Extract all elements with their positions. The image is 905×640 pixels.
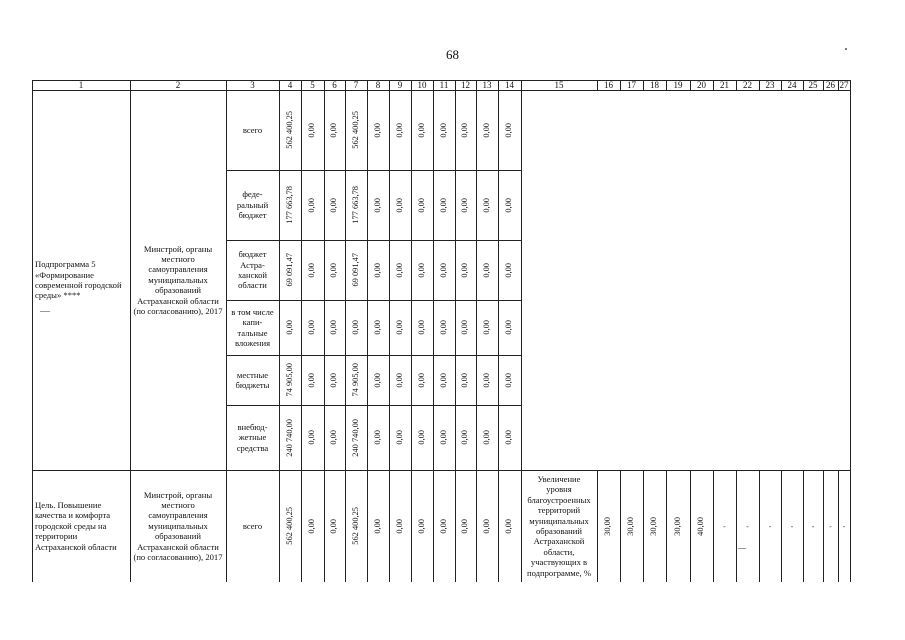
- indicator-name-text: Увеличение уровня благоустроенных территорий муниципальных образований Астраханской области, участвующих в подпрограмме, %: [527, 473, 591, 578]
- value-r0-c7: [345, 90, 367, 170]
- value-r3-c5-text: 0,00: [307, 320, 317, 335]
- value-r2-c11-text: 0,00: [438, 262, 448, 278]
- value-r3-c10-text: 0,00: [416, 320, 426, 335]
- value-r1-c11-text: 0,00: [438, 197, 448, 213]
- funding-source-5: [226, 405, 279, 470]
- value-r2-c9: [389, 240, 411, 300]
- goal-value-c5: [301, 470, 324, 582]
- value-r0-c9: [389, 90, 411, 170]
- value-r2-c13-text: 0,00: [481, 262, 491, 278]
- value-r3-c9: [389, 300, 411, 355]
- column-header-17-text: 17: [627, 79, 636, 90]
- indicator-dash-c23-text: -: [768, 521, 772, 531]
- column-header-9-text: 9: [397, 79, 403, 90]
- column-header-24-text: 24: [787, 79, 797, 90]
- column-header-25-text: 25: [808, 79, 818, 90]
- goal-text: [32, 470, 130, 582]
- indicator-dash-c22: [736, 470, 759, 582]
- column-header-2: [130, 80, 226, 90]
- indicator-dash-c25-text: -: [811, 521, 815, 531]
- value-r1-c5: [301, 170, 324, 240]
- value-r4-c9-text: 0,00: [394, 372, 404, 388]
- value-r5-c5-text: 0,00: [307, 430, 317, 445]
- value-r4-c7-text: 74 905,00: [350, 363, 360, 397]
- goal-value-c9: [389, 470, 411, 582]
- value-r2-c10-text: 0,00: [416, 262, 426, 278]
- b1-vline-14: [521, 90, 522, 470]
- funding-source-3: [226, 300, 279, 355]
- value-r5-c10-text: 0,00: [416, 430, 426, 445]
- goal-value-c4: [279, 470, 301, 582]
- funding-source-4-text: местные бюджеты: [235, 369, 270, 390]
- value-r1-c6-text: 0,00: [329, 197, 339, 213]
- value-r4-c4-text: 74 905,00: [284, 363, 294, 397]
- column-header-21-text: 21: [720, 79, 729, 90]
- value-r0-c8: [367, 90, 389, 170]
- column-header-23-text: 23: [765, 79, 775, 90]
- value-r2-c10: [411, 240, 433, 300]
- value-r5-c8-text: 0,00: [372, 430, 382, 445]
- column-header-6: [324, 80, 345, 90]
- goal-executor: [130, 470, 226, 582]
- column-header-7: [345, 80, 367, 90]
- value-r2-c4: [279, 240, 301, 300]
- value-r0-c9-text: 0,00: [394, 122, 404, 138]
- goal-value-c11: [433, 470, 455, 582]
- value-r4-c12-text: 0,00: [460, 372, 470, 388]
- value-r4-c6: [324, 355, 345, 405]
- value-r5-c9-text: 0,00: [394, 430, 404, 445]
- funding-source-5-text: внебюд-жетные средства: [236, 421, 269, 453]
- column-header-19-text: 19: [673, 79, 683, 90]
- value-r3-c7-text: 0,00: [350, 320, 360, 335]
- value-r1-c6: [324, 170, 345, 240]
- column-header-1-text: 1: [78, 79, 84, 90]
- value-r0-c11: [433, 90, 455, 170]
- column-header-21: [713, 80, 736, 90]
- column-header-20: [690, 80, 713, 90]
- indicator-dash-c22-text: -: [746, 521, 749, 531]
- column-header-13: [476, 80, 498, 90]
- indicator-dash-c27: [838, 470, 850, 582]
- funding-source-2: [226, 240, 279, 300]
- page-number: 68: [446, 47, 459, 62]
- value-r1-c5-text: 0,00: [307, 197, 317, 213]
- goal-value-c9-text: 0,00: [394, 518, 404, 534]
- value-r0-c6: [324, 90, 345, 170]
- scan-mark: [40, 311, 50, 312]
- column-header-1: [32, 80, 130, 90]
- value-r4-c14-text: 0,00: [504, 372, 514, 388]
- indicator-dash-c23: [759, 470, 781, 582]
- indicator-value-c17-text: 30,00: [626, 516, 636, 536]
- value-r2-c12: [455, 240, 476, 300]
- value-r2-c5: [301, 240, 324, 300]
- value-r0-c13: [476, 90, 498, 170]
- value-r5-c9: [389, 405, 411, 470]
- goal-value-c10: [411, 470, 433, 582]
- value-r2-c9-text: 0,00: [394, 262, 404, 278]
- indicator-name: [521, 470, 597, 582]
- value-r1-c4: [279, 170, 301, 240]
- column-header-10: [411, 80, 433, 90]
- goal-value-c7-text: 562 400,25: [350, 507, 360, 545]
- column-header-27: [838, 80, 850, 90]
- value-r5-c5: [301, 405, 324, 470]
- value-r3-c12-text: 0,00: [460, 320, 470, 335]
- value-r3-c12: [455, 300, 476, 355]
- goal-value-c10-text: 0,00: [416, 518, 426, 534]
- value-r2-c12-text: 0,00: [460, 262, 470, 278]
- goal-value-c12-text: 0,00: [460, 518, 470, 534]
- value-r5-c6-text: 0,00: [329, 430, 339, 445]
- column-header-10-text: 10: [417, 79, 427, 90]
- indicator-dash-c24: [781, 470, 803, 582]
- goal-value-c13: [476, 470, 498, 582]
- value-r5-c8: [367, 405, 389, 470]
- column-header-14: [498, 80, 521, 90]
- column-header-22-text: 22: [743, 79, 752, 90]
- value-r4-c11-text: 0,00: [438, 372, 448, 388]
- column-header-7-text: 7: [353, 79, 359, 90]
- column-header-11-text: 11: [439, 79, 449, 90]
- funding-source-1: [226, 170, 279, 240]
- indicator-value-c20-text: 40,00: [696, 516, 706, 536]
- funding-source-3-text: в том числе капи-тальные вложения: [231, 306, 274, 348]
- value-r2-c7: [345, 240, 367, 300]
- indicator-value-c20: [690, 470, 713, 582]
- value-r3-c9-text: 0,00: [394, 320, 404, 335]
- value-r0-c4-text: 562 400,25: [284, 111, 294, 149]
- indicator-value-c16-text: 30,00: [603, 516, 613, 536]
- value-r5-c13: [476, 405, 498, 470]
- scan-mark: [738, 548, 746, 549]
- value-r3-c8: [367, 300, 389, 355]
- value-r3-c11: [433, 300, 455, 355]
- value-r2-c4-text: 69 091,47: [284, 253, 294, 287]
- column-header-8: [367, 80, 389, 90]
- column-header-18-text: 18: [650, 79, 659, 90]
- column-header-5: [301, 80, 324, 90]
- value-r0-c5-text: 0,00: [307, 122, 317, 138]
- column-header-5-text: 5: [310, 79, 315, 90]
- value-r1-c9: [389, 170, 411, 240]
- value-r4-c4: [279, 355, 301, 405]
- column-header-3-text: 3: [250, 79, 255, 90]
- value-r5-c14-text: 0,00: [504, 430, 514, 445]
- value-r1-c9-text: 0,00: [394, 197, 404, 213]
- value-r1-c11: [433, 170, 455, 240]
- indicator-value-c18: [643, 470, 666, 582]
- funding-source-1-text: феде-ральный бюджет: [236, 189, 269, 221]
- value-r4-c13-text: 0,00: [481, 372, 491, 388]
- value-r1-c8-text: 0,00: [372, 197, 382, 213]
- value-r5-c14: [498, 405, 521, 470]
- indicator-value-c19-text: 30,00: [672, 516, 682, 536]
- value-r2-c6: [324, 240, 345, 300]
- column-header-11: [433, 80, 455, 90]
- value-r3-c4: [279, 300, 301, 355]
- value-r4-c5-text: 0,00: [307, 372, 317, 388]
- value-r1-c7: [345, 170, 367, 240]
- value-r0-c10-text: 0,00: [416, 122, 426, 138]
- value-r2-c14-text: 0,00: [504, 262, 514, 278]
- goal-funding-label-text: всего: [242, 520, 263, 531]
- value-r5-c4: [279, 405, 301, 470]
- value-r3-c14: [498, 300, 521, 355]
- column-header-12: [455, 80, 476, 90]
- value-r1-c14: [498, 170, 521, 240]
- value-r5-c6: [324, 405, 345, 470]
- value-r0-c7-text: 562 400,25: [350, 111, 360, 149]
- value-r3-c4-text: 0,00: [284, 320, 294, 335]
- goal-text-text: Цель. Повышение качества и комфорта городской среды на территории Астраханской области: [35, 499, 117, 552]
- value-r5-c12-text: 0,00: [460, 430, 470, 445]
- column-header-9: [389, 80, 411, 90]
- value-r0-c12: [455, 90, 476, 170]
- value-r1-c4-text: 177 663,78: [284, 186, 294, 224]
- goal-value-c8: [367, 470, 389, 582]
- column-header-15: [521, 80, 597, 90]
- value-r5-c4-text: 240 740,00: [284, 418, 294, 457]
- value-r5-c10: [411, 405, 433, 470]
- value-r0-c14-text: 0,00: [504, 122, 514, 138]
- value-r3-c8-text: 0,00: [372, 320, 382, 335]
- value-r2-c5-text: 0,00: [307, 262, 317, 278]
- indicator-dash-c24-text: -: [790, 521, 794, 531]
- value-r2-c7-text: 69 091,47: [350, 253, 360, 287]
- value-r1-c13-text: 0,00: [481, 197, 491, 213]
- indicator-dash-c21: [713, 470, 736, 582]
- value-r5-c12: [455, 405, 476, 470]
- subprogram-name-text: Подпрограмма 5 «Формирование современной городской среды» ****: [35, 259, 122, 301]
- goal-value-c5-text: 0,00: [307, 518, 317, 534]
- value-r0-c13-text: 0,00: [481, 122, 491, 138]
- column-header-16: [597, 80, 620, 90]
- indicator-dash-c26: [823, 470, 838, 582]
- goal-value-c14-text: 0,00: [504, 518, 514, 534]
- value-r2-c13: [476, 240, 498, 300]
- funding-source-4: [226, 355, 279, 405]
- value-r0-c5: [301, 90, 324, 170]
- goal-funding-label: [226, 470, 279, 582]
- column-header-13-text: 13: [482, 79, 492, 90]
- value-r5-c13-text: 0,00: [481, 430, 491, 445]
- subprogram-executor-text: Минстрой, органы местного самоуправления муниципальных образований Астраханской области (по согласованию), 2017: [133, 243, 223, 317]
- value-r3-c11-text: 0,00: [438, 320, 448, 335]
- value-r4-c10: [411, 355, 433, 405]
- value-r5-c7-text: 240 740,00: [350, 418, 360, 457]
- column-header-26: [823, 80, 838, 90]
- value-r4-c6-text: 0,00: [329, 372, 339, 388]
- goal-value-c12: [455, 470, 476, 582]
- value-r2-c11: [433, 240, 455, 300]
- column-header-4: [279, 80, 301, 90]
- indicator-value-c17: [620, 470, 643, 582]
- column-header-3: [226, 80, 279, 90]
- column-header-14-text: 14: [505, 79, 514, 90]
- value-r3-c13-text: 0,00: [481, 320, 491, 335]
- indicator-dash-c26-text: -: [829, 521, 832, 531]
- column-header-24: [781, 80, 803, 90]
- value-r1-c12-text: 0,00: [460, 197, 470, 213]
- column-header-27-text: 27: [839, 79, 849, 90]
- value-r5-c7: [345, 405, 367, 470]
- goal-executor-text: Минстрой, органы местного самоуправления муниципальных образований Астраханской области (по согласованию), 2017: [133, 489, 223, 563]
- column-header-4-text: 4: [287, 79, 293, 90]
- goal-value-c14: [498, 470, 521, 582]
- column-header-2-text: 2: [175, 79, 181, 90]
- column-header-12-text: 12: [461, 79, 470, 90]
- value-r0-c8-text: 0,00: [372, 122, 382, 138]
- value-r2-c14: [498, 240, 521, 300]
- value-r3-c14-text: 0,00: [504, 320, 514, 335]
- value-r1-c13: [476, 170, 498, 240]
- goal-value-c6: [324, 470, 345, 582]
- value-r1-c7-text: 177 663,78: [350, 186, 360, 224]
- value-r1-c10-text: 0,00: [416, 197, 426, 213]
- column-header-8-text: 8: [375, 79, 381, 90]
- value-r2-c8: [367, 240, 389, 300]
- value-r4-c12: [455, 355, 476, 405]
- value-r4-c10-text: 0,00: [416, 372, 426, 388]
- indicator-dash-c27-text: -: [842, 521, 846, 531]
- value-r0-c14: [498, 90, 521, 170]
- value-r5-c11: [433, 405, 455, 470]
- column-header-22: [736, 80, 759, 90]
- value-r0-c11-text: 0,00: [438, 122, 448, 138]
- goal-value-c13-text: 0,00: [481, 518, 491, 534]
- funding-source-0-text: всего: [242, 124, 263, 135]
- column-header-6-text: 6: [332, 79, 337, 90]
- indicator-value-c16: [597, 470, 620, 582]
- goal-value-c4-text: 562 400,25: [284, 507, 294, 545]
- subprogram-name: [32, 90, 130, 470]
- column-header-15-text: 15: [554, 79, 564, 90]
- goal-value-c11-text: 0,00: [438, 518, 448, 534]
- column-header-19: [666, 80, 690, 90]
- column-header-26-text: 26: [826, 79, 835, 90]
- value-r4-c7: [345, 355, 367, 405]
- column-header-16-text: 16: [604, 79, 613, 90]
- value-r3-c5: [301, 300, 324, 355]
- indicator-value-c18-text: 30,00: [649, 516, 659, 536]
- value-r4-c8: [367, 355, 389, 405]
- header-divider-27: [850, 80, 851, 90]
- value-r1-c14-text: 0,00: [504, 197, 514, 213]
- value-r3-c10: [411, 300, 433, 355]
- column-header-20-text: 20: [697, 79, 706, 90]
- value-r1-c10: [411, 170, 433, 240]
- indicator-dash-c21-text: -: [723, 521, 726, 531]
- value-r4-c8-text: 0,00: [372, 372, 382, 388]
- value-r0-c10: [411, 90, 433, 170]
- column-header-23: [759, 80, 781, 90]
- value-r4-c9: [389, 355, 411, 405]
- value-r3-c6-text: 0,00: [329, 320, 339, 335]
- goal-value-c8-text: 0,00: [372, 518, 382, 534]
- indicator-value-c19: [666, 470, 690, 582]
- value-r3-c6: [324, 300, 345, 355]
- value-r4-c13: [476, 355, 498, 405]
- value-r4-c14: [498, 355, 521, 405]
- indicator-dash-c25: [803, 470, 823, 582]
- value-r1-c12: [455, 170, 476, 240]
- value-r2-c6-text: 0,00: [329, 262, 339, 278]
- funding-source-0: [226, 90, 279, 170]
- value-r3-c13: [476, 300, 498, 355]
- value-r4-c11: [433, 355, 455, 405]
- value-r0-c12-text: 0,00: [460, 122, 470, 138]
- value-r0-c4: [279, 90, 301, 170]
- value-r4-c5: [301, 355, 324, 405]
- value-r1-c8: [367, 170, 389, 240]
- value-r0-c6-text: 0,00: [329, 122, 339, 138]
- goal-value-c6-text: 0,00: [329, 518, 339, 534]
- subprogram-executor: [130, 90, 226, 470]
- value-r5-c11-text: 0,00: [438, 430, 448, 445]
- column-header-17: [620, 80, 643, 90]
- table-right-border: [850, 90, 851, 582]
- value-r2-c8-text: 0,00: [372, 262, 382, 278]
- column-header-25: [803, 80, 823, 90]
- value-r3-c7: [345, 300, 367, 355]
- column-header-18: [643, 80, 666, 90]
- goal-value-c7: [345, 470, 367, 582]
- funding-source-2-text: бюджет Астра-ханской области: [237, 249, 268, 291]
- scan-dot: [845, 48, 847, 50]
